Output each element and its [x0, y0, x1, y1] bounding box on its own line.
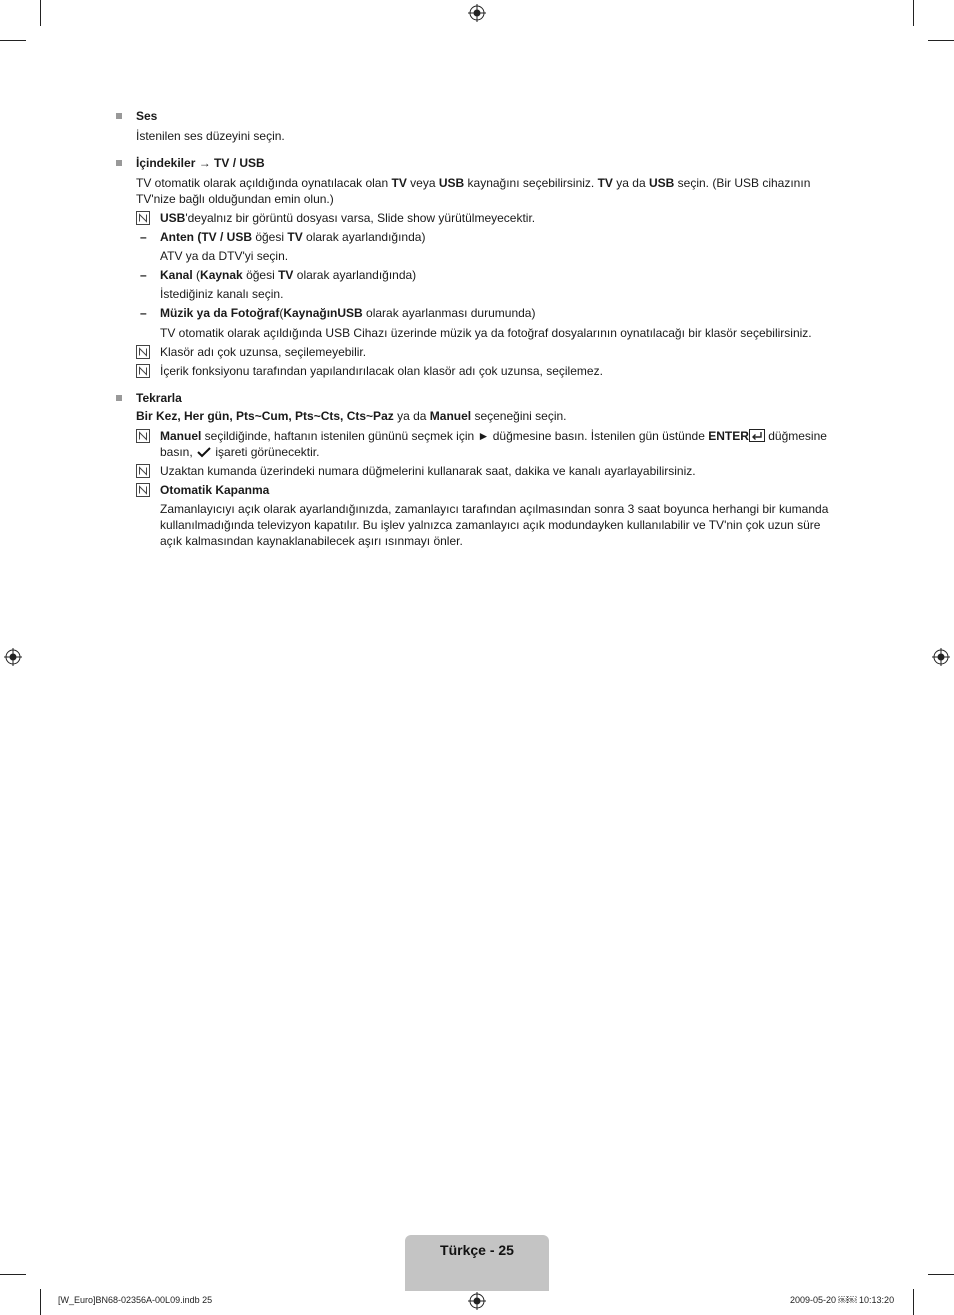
note-item: Otomatik Kapanma Zamanlayıcıyı açık olarak ayarlandığınızda, zamanlayıcı tarafından açılmasından sonra 3 saat boyunca herhangi bir kumanda kullanılmadığında televizyon kapatılır. Bu işlev yalnızca zamanlayıcı açık modundayken kullanılabilir ve TV'nin çok uzun süre açık kalmasından kaynaklanabilecek aşırı ısınmayı önler. — [136, 482, 846, 549]
section-desc: Bir Kez, Her gün, Pts~Cum, Pts~Cts, Cts~Paz ya da Manuel seçeneğini seçin. — [136, 409, 567, 423]
page-number-tab — [405, 1235, 549, 1291]
note-item: Manuel seçildiğinde, haftanın istenilen gününü seçmek için ► düğmesine basın. İstenilen gün üstünde ENTER düğmesine basın, işareti görünecektir. — [136, 428, 846, 460]
note-icon — [136, 345, 150, 359]
note-icon — [136, 464, 150, 478]
note-item: İçerik fonksiyonu tarafından yapılandırılacak olan klasör adı çok uzunsa, seçilemez. — [136, 363, 846, 379]
crop-mark — [928, 40, 954, 41]
square-bullet-icon — [116, 160, 122, 166]
footer-file: [W_Euro]BN68-02356A-00L09.indb 25 — [58, 1295, 213, 1305]
registration-mark-icon — [4, 648, 22, 666]
note-icon — [136, 483, 150, 497]
page-label: Türkçe - 25 — [440, 1242, 514, 1258]
checkmark-icon — [196, 446, 212, 458]
enter-icon — [749, 429, 765, 442]
note-icon — [136, 211, 150, 225]
dash-item-kanal: – Kanal (Kaynak öğesi TV olarak ayarlandığında) İstediğiniz kanalı seçin. — [140, 268, 417, 301]
section-tekrarla — [116, 390, 846, 549]
section-desc: İstenilen ses düzeyini seçin. — [136, 129, 285, 143]
registration-mark-icon — [468, 1292, 486, 1310]
crop-mark — [0, 1274, 26, 1275]
note-item: USB'deyalnız bir görüntü dosyası varsa, Slide show yürütülmeyecektir. — [136, 210, 846, 226]
square-bullet-icon — [116, 113, 122, 119]
section-title: Tekrarla — [136, 391, 182, 405]
registration-mark-icon — [468, 4, 486, 22]
dash-item-anten: – Anten (TV / USB öğesi TV olarak ayarlandığında) ATV ya da DTV'yi seçin. — [140, 230, 426, 263]
crop-mark — [0, 40, 26, 41]
section-title: İçindekiler → TV / USB — [136, 156, 265, 170]
crop-mark — [40, 0, 41, 26]
square-bullet-icon — [116, 395, 122, 401]
section-desc: TV otomatik olarak açıldığında oynatılacak olan TV veya USB kaynağını seçebilirsiniz. TV ya da USB seçin. (Bir USB cihazının — [136, 176, 811, 190]
crop-mark — [913, 0, 914, 26]
crop-mark — [928, 1274, 954, 1275]
dash-item-muzik: – Müzik ya da Fotoğraf(KaynağınUSB olarak ayarlanması durumunda) TV otomatik olarak açıldığında USB Cihazı üzerinde müzik ya da fotoğraf dosyalarının oynatılacağı bir klasör seçebilirsiniz. — [140, 306, 812, 340]
section-title: Ses — [136, 109, 158, 123]
section-icindekiler — [116, 155, 846, 379]
note-item: Klasör adı çok uzunsa, seçilemeyebilir. — [136, 344, 846, 360]
section-desc-line2: TV'nize bağlı olduğundan emin olun.) — [136, 192, 334, 206]
registration-mark-icon — [932, 648, 950, 666]
note-icon — [136, 429, 150, 443]
section-ses — [116, 108, 846, 144]
footer-datetime: 2009-05-20 ￼￼ 10:13:20 — [790, 1295, 895, 1305]
note-icon — [136, 364, 150, 378]
crop-mark — [913, 1289, 914, 1315]
note-item: Uzaktan kumanda üzerindeki numara düğmelerini kullanarak saat, dakika ve kanalı ayarlayabilirsiniz. — [136, 463, 846, 479]
document-body — [116, 108, 846, 549]
crop-mark — [40, 1289, 41, 1315]
